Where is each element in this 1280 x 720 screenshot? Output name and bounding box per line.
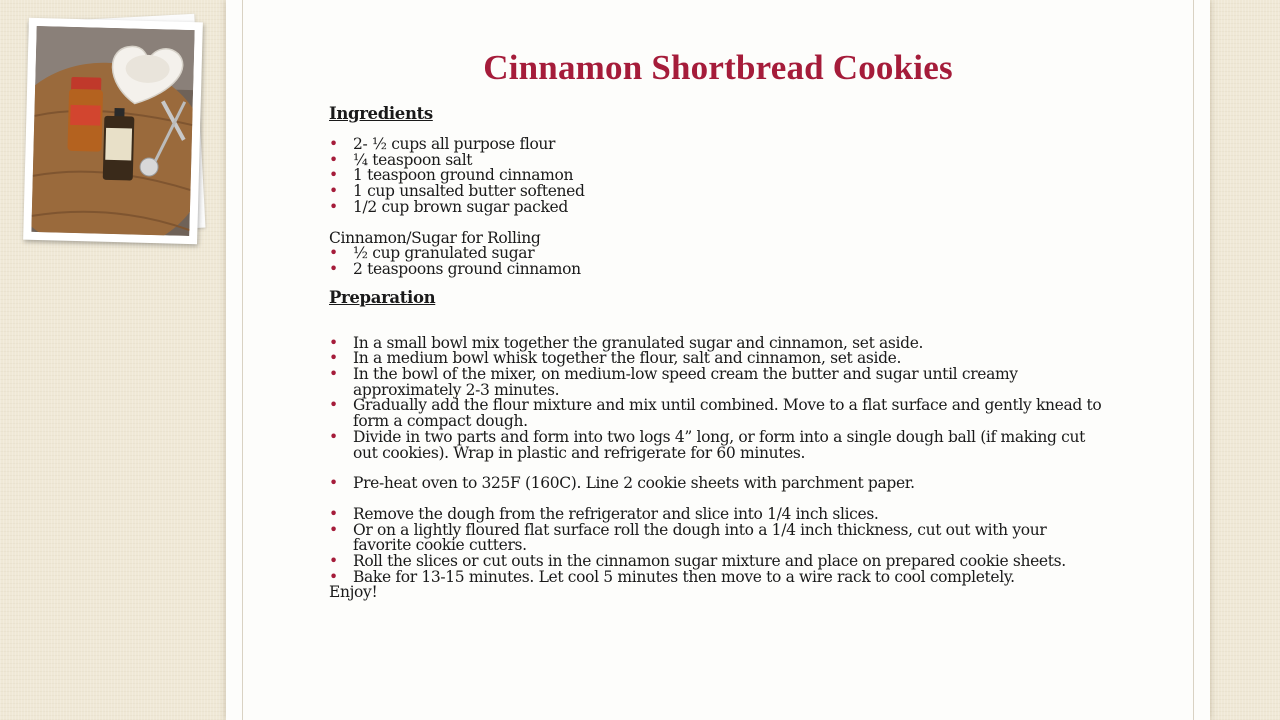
recipe-content — [329, 104, 1109, 601]
ingredients-list — [329, 137, 1109, 216]
ingredients-photo-image — [31, 26, 194, 236]
preparation-step: • Bake for 13-15 minutes. Let cool 5 minutes then move to a wire rack to cool completely. — [329, 570, 1109, 586]
preparation-heading: Preparation — [329, 287, 436, 307]
preparation-steps-3 — [329, 504, 1109, 586]
preparation-step: • Pre-heat oven to 325F (160C). Line 2 cookie sheets with parchment paper. — [329, 476, 1109, 492]
rolling-heading: Cinnamon/Sugar for Rolling — [329, 228, 541, 247]
rolling-item: • 2 teaspoons ground cinnamon — [329, 262, 1109, 278]
ingredient-item: • 1 teaspoon ground cinnamon — [329, 168, 1109, 184]
ingredients-photo — [23, 18, 203, 244]
rolling-item: • ½ cup granulated sugar — [329, 246, 1109, 262]
page-title: Cinnamon Shortbread Cookies — [483, 48, 953, 87]
ingredients-heading: Ingredients — [329, 104, 433, 123]
closing-text: Enjoy! — [329, 583, 378, 602]
preparation-step: • In a medium bowl whisk together the flour, salt and cinnamon, set aside. — [329, 351, 1109, 367]
preparation-step: • Divide in two parts and form into two logs 4” long, or form into a single dough ball (if making cut out cookies). Wrap in plastic and refrigerate for 60 minutes. — [329, 430, 1109, 461]
ingredient-item: • 1/2 cup brown sugar packed — [329, 200, 1109, 216]
preparation-steps-2 — [329, 476, 1109, 492]
ingredient-item: • ¼ teaspoon salt — [329, 153, 1109, 169]
preparation-steps-1 — [329, 333, 1109, 462]
preparation-step: • Roll the slices or cut outs in the cinnamon sugar mixture and place on prepared cookie sheets. — [329, 554, 1109, 570]
ingredient-item: • 2- ½ cups all purpose flour — [329, 137, 1109, 153]
preparation-step: • Gradually add the flour mixture and mix until combined. Move to a flat surface and gently knead to form a compact dough. — [329, 398, 1109, 429]
preparation-step: • In the bowl of the mixer, on medium-low speed cream the butter and sugar until creamy approximately 2-3 minutes. — [329, 367, 1109, 398]
rolling-list — [329, 246, 1109, 277]
ingredient-item: • 1 cup unsalted butter softened — [329, 184, 1109, 200]
preparation-step: • Or on a lightly floured flat surface roll the dough into a 1/4 inch thickness, cut out with your favorite cookie cutters. — [329, 523, 1109, 554]
preparation-step: • In a small bowl mix together the granulated sugar and cinnamon, set aside. — [329, 336, 1109, 352]
preparation-step: • Remove the dough from the refrigerator and slice into 1/4 inch slices. — [329, 507, 1109, 523]
